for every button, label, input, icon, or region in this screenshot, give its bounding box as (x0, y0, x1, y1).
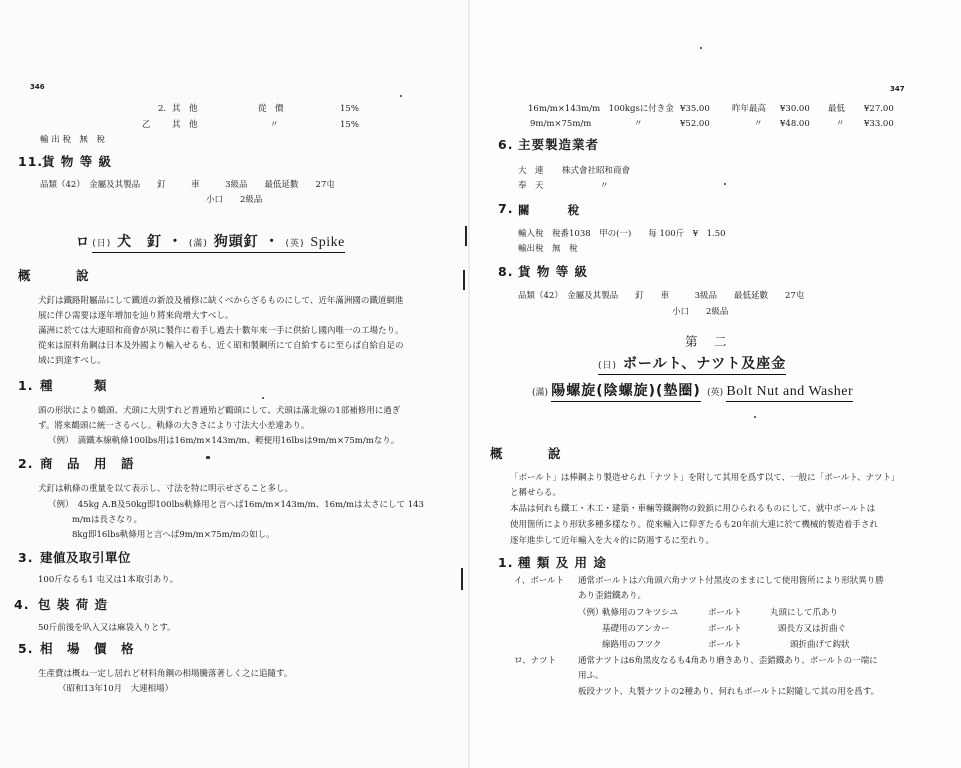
tax-row-basis: 從 價 (258, 104, 284, 114)
title-jp: 犬 釘 (117, 234, 163, 250)
section-line: 8kg即16lbs軌條用と言へば9m/m×75m/mの如し。 (72, 530, 275, 540)
section-number: 2. (18, 456, 34, 471)
section-line: ず。將來鶴頭に統一さるべし。軌條の大きさにより寸法大小差違あり。 (38, 421, 310, 431)
paragraph-line: 犬釘は鐵路附屬品にして鐵道の新設及補修に缺くべからざるものにして、近年滿洲國の鐵道網進 (38, 296, 404, 306)
section-title: 相 場 價 格 (40, 641, 135, 656)
paragraph-line: 逐年進歩して近年輸入を大々的に防遏するに至れり。 (510, 536, 715, 546)
grade-line: 品類（42） 金屬及其製品 釘 車 3級品 最低延數 27屯 (518, 291, 805, 301)
gutter-shadow (465, 226, 467, 246)
paragraph-line: 使用箇所により形狀多種多樣なり。從來輸入に仰ぎたるも20年前大連に於て機械的製造着手され (510, 520, 878, 530)
example-desc: 丸頭にして爪あり (770, 608, 839, 618)
section-title: 建値及取引單位 (40, 550, 132, 565)
section-line: m/mは長さなり。 (72, 515, 142, 525)
right-page (470, 0, 961, 768)
section-note: （昭和13年10月 大連相場） (58, 684, 174, 694)
paragraph-line: 本品は何れも鐵工・木工・建築・車輛等鐵鋼物の鉸鋲に用ひられるものにして、就中ボールトは (510, 504, 876, 514)
example-name: 軌條用のフキツシユ (602, 608, 679, 618)
item-title-mn-en (532, 385, 853, 399)
tax-row-basis: 〃 (270, 120, 279, 130)
title-underlined (598, 356, 786, 375)
example-name: 線路用のフツク (602, 640, 662, 650)
section-number: 1. (498, 555, 514, 570)
section-title: 關 稅 (518, 203, 584, 217)
price-cell: 〃 (634, 119, 643, 129)
maker-city: 大 連 (518, 166, 544, 176)
section-number: 4. (14, 597, 30, 612)
tax-row-rate: 15% (340, 120, 359, 130)
paragraph-line: 從來は原料角鋼は日本及外國より輸入せるも、近く昭和製鋼所にて自給するに至らば自給自足の (38, 341, 404, 351)
section-number: 6. (498, 137, 514, 152)
section-line: 犬釘は軌條の重量を以て表示し、寸法を特に明示せざること多し。 (38, 484, 294, 494)
price-cell: ¥30.00 (780, 104, 810, 114)
price-cell: ¥27.00 (864, 104, 894, 114)
print-speck (754, 416, 756, 418)
price-cell: 昨年最高 (732, 104, 767, 114)
title-mn: 狗頭釘 (213, 234, 259, 250)
lang-tag-mn: (滿) (188, 239, 208, 249)
price-cell: 9m/m×75m/m (530, 119, 592, 129)
tax-row-rate: 15% (340, 104, 359, 114)
gutter-shadow (461, 568, 463, 590)
print-speck (262, 397, 264, 399)
title-underlined: (日) 犬 釘 ・ (滿) 狗頭釘 ・ (英) Spike (92, 234, 345, 253)
section-line: 頭の形狀により鶴頭、犬頭に大別すれど普通殆ど鶴頭にして、犬頭は滿北線の1部補修用に過ぎ (38, 406, 401, 416)
price-cell: ¥48.00 (780, 119, 810, 129)
example-desc: 頭長方又は折曲ぐ (778, 624, 847, 634)
section-title: 種 類 (40, 378, 108, 393)
section-number: 8. (498, 264, 514, 279)
maker-name: 株式會社昭和商會 (562, 166, 631, 176)
title-en: Bolt Nut and Washer (726, 384, 853, 402)
gaisetsu-heading: 概 說 (490, 446, 563, 461)
section-number: 11. (18, 154, 44, 169)
section-line: 100斤なるも1 屯又は1本取引あり。 (38, 575, 179, 585)
example-prefix: （例） (578, 608, 604, 618)
tax-row-num: 乙 (142, 120, 151, 130)
subsection-number: 第 二 (685, 334, 729, 349)
price-cell: 〃 (836, 119, 845, 129)
paragraph-line: 域に到達すべし。 (38, 356, 106, 366)
price-cell: ¥33.00 (864, 119, 894, 129)
tariff-line: 輸入稅 稅番1038 甲の(一) 每 100斤 ¥ 1.50 (518, 229, 726, 239)
section-line: （例） 45kg A.B及50kg即100lbs軌條用と言へば16m/m×143m/m、16m/mは太さにして 143 (48, 500, 424, 510)
lang-tag-en: (英) (707, 388, 724, 398)
gaisetsu-heading: 概 說 (18, 268, 91, 283)
item-title (76, 236, 345, 250)
maker-name: 〃 (600, 181, 609, 191)
title-en: Spike (310, 235, 345, 250)
price-cell: 16m/m×143m/m 100kgsに付き金 (528, 104, 674, 114)
section-title: 主要製造業者 (518, 137, 600, 152)
subitem-line: 通常ボールトは六角頭六角ナツト付黑皮のままにして使用箇所により形狀異り勝 (578, 576, 884, 586)
print-speck (724, 183, 726, 185)
maker-city: 奉 天 (518, 181, 544, 191)
section-number: 5. (18, 641, 34, 656)
price-cell: 〃 (754, 119, 763, 129)
page-number: 346 (30, 83, 45, 91)
paragraph-line: 展に伴ひ需要は逐年増加を辿り將來尙增大すべし。 (38, 311, 234, 321)
section-number: 7. (498, 201, 514, 216)
tax-row-label: 其 他 (172, 120, 198, 130)
example-desc: 頭折曲げて鈎狀 (790, 640, 850, 650)
lang-tag-mn: (滿) (532, 388, 549, 398)
print-speck (206, 456, 210, 459)
print-speck (400, 95, 402, 97)
section-title: 種 類 及 用 途 (518, 555, 607, 570)
example-type: ボールト (708, 608, 742, 618)
title-jp: ボールト、ナツト及座金 (622, 356, 787, 372)
subitem-label: イ、ボールト (514, 576, 565, 586)
price-cell: ¥35.00 (680, 104, 710, 114)
lang-tag-jp: (日) (92, 239, 112, 249)
section-number: 1. (18, 378, 34, 393)
subitem-line: あり歪錯鐵あり。 (578, 591, 647, 601)
grade-line: 小口 2級品 (206, 195, 263, 205)
price-cell: ¥52.00 (680, 119, 710, 129)
print-speck (700, 47, 702, 49)
paragraph-line: と稱せらる。 (510, 488, 562, 498)
subitem-label: ロ、ナツト (514, 656, 557, 666)
section-line: （例） 満鐵本線軌條100lbs用は16m/m×143m/m、輕便用16lbsは9m/m×75m/mなり。 (48, 436, 400, 446)
section-title: 貨 物 等 級 (42, 154, 113, 169)
section-title: 商 品 用 語 (40, 456, 135, 471)
subitem-line: 通常ナツトは6角黑皮なるも4角あり磨きあり、歪錯鐵あり、ボールトの一端に (578, 656, 878, 666)
price-cell: 最低 (828, 104, 846, 114)
tariff-line: 輸出稅 無 稅 (518, 244, 578, 254)
tax-row-num: 2. (158, 104, 167, 114)
section-title: 貨 物 等 級 (518, 264, 589, 279)
item-title-jp (598, 358, 786, 372)
subitem-line: 板段ナツト、丸製ナツトの2種あり、何れもボールトに附隨して其の用を爲す。 (578, 687, 880, 697)
page-number: 347 (890, 85, 905, 93)
title-marker: ロ (76, 235, 90, 250)
tax-row-label: 其 他 (172, 104, 198, 114)
grade-line: 品類（42） 金屬及其製品 釘 車 3級品 最低延數 27屯 (40, 180, 335, 190)
paragraph-line: 滿洲に於ては大連昭和商會が夙に製作に着手し過去十數年來一手に供給し國內唯一の工場たり。 (38, 326, 404, 336)
example-type: ボールト (708, 624, 742, 634)
grade-line: 小口 2級品 (672, 307, 729, 317)
export-tax: 輸 出 稅 無 稅 (40, 135, 105, 145)
paragraph-line: 「ボールト」は棒鋼より製造せられ「ナツト」を附して其用を爲す以て、一般に「ボールト、ナツト」 (510, 473, 900, 483)
example-type: ボールト (708, 640, 742, 650)
left-page (0, 0, 470, 768)
lang-tag-jp: (日) (598, 361, 618, 371)
title-mn: 陽螺旋(陰螺旋)(墊圈) (551, 383, 701, 402)
example-name: 基礎用のアンカー (602, 624, 670, 634)
subitem-line: 用ふ。 (578, 671, 604, 681)
lang-tag-en: (英) (285, 239, 305, 249)
section-line: 生產費は概ね一定し居れど材料角鋼の相場騰落著しく之に追隨す。 (38, 669, 293, 679)
section-title: 包 裝 荷 造 (38, 597, 109, 612)
section-number: 3. (18, 550, 34, 565)
gutter-shadow (463, 270, 465, 290)
section-line: 50斤前後を叺入又は麻袋入りとす。 (38, 623, 176, 633)
